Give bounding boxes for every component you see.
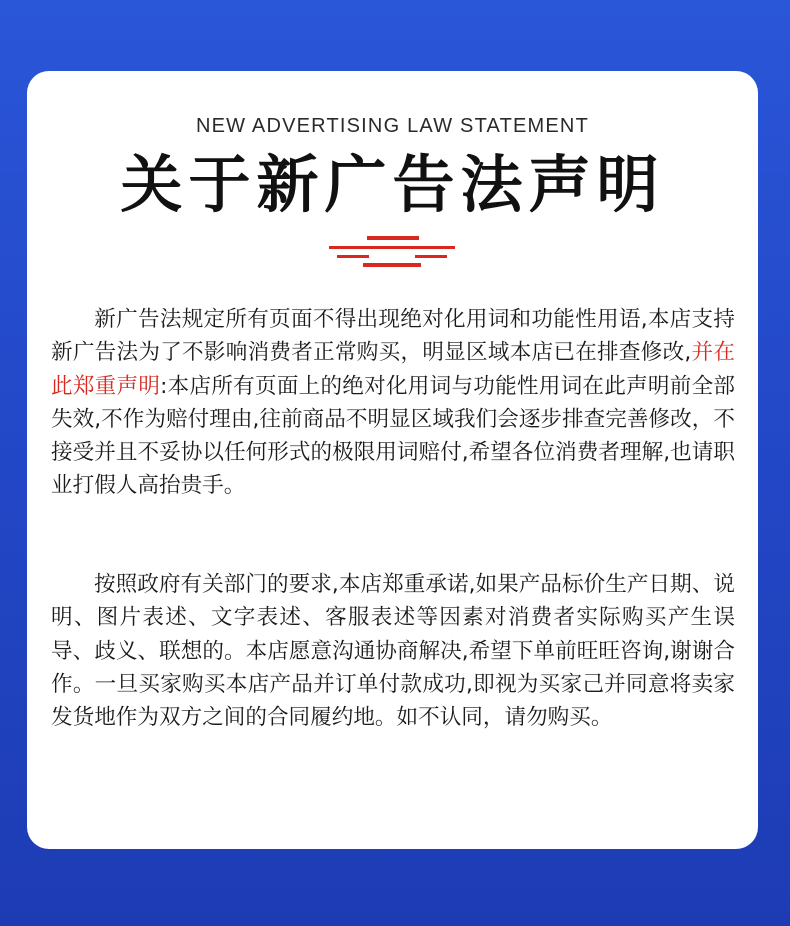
title-divider-ornament: [329, 236, 455, 272]
paragraph-1-text-cont: :本店所有页面上的绝对化用词与功能性用词在此声明前全部失效,不作为赔付理由,往前商品不明显区域我们会逐步排查完善修改，不接受并且不妥协以任何形式的极限用词赔付,希望各位消费者理解,也请职业打假人高抬贵手。: [51, 373, 735, 499]
ornament-bar-right: [415, 255, 447, 258]
statement-paragraph-2: [51, 568, 735, 734]
ornament-bar-middle: [329, 246, 455, 249]
highlight-text: 并在此郑重声明: [51, 340, 735, 399]
ornament-bar-bottom: [363, 263, 421, 267]
ornament-bar-top: [367, 236, 419, 240]
statement-card: [27, 71, 758, 849]
paragraph-1-text: 新广告法规定所有页面不得出现绝对化用词和功能性用语,本店支持新广告法为了不影响消费者正常购买，明显区域本店已在排查修改,: [51, 307, 735, 366]
ornament-bar-left: [337, 255, 369, 258]
paragraph-2-text: 按照政府有关部门的要求,本店郑重承诺,如果产品标价生产日期、说明、图片表述、文字表述、客服表述等因素对消费者实际购买产生误导、歧义、联想的。本店愿意沟通协商解决,希望下单前旺旺咨询,谢谢合作。一旦买家购买本店产品并订单付款成功,即视为买家己并同意将卖家发货地作为双方之间的合同履约地。如不认同，请勿购买。: [51, 572, 735, 731]
statement-paragraph-1: [51, 303, 735, 503]
subtitle: NEW ADVERTISING LAW STATEMENT: [196, 115, 589, 137]
page-title: 关于新广告法声明: [120, 148, 665, 221]
